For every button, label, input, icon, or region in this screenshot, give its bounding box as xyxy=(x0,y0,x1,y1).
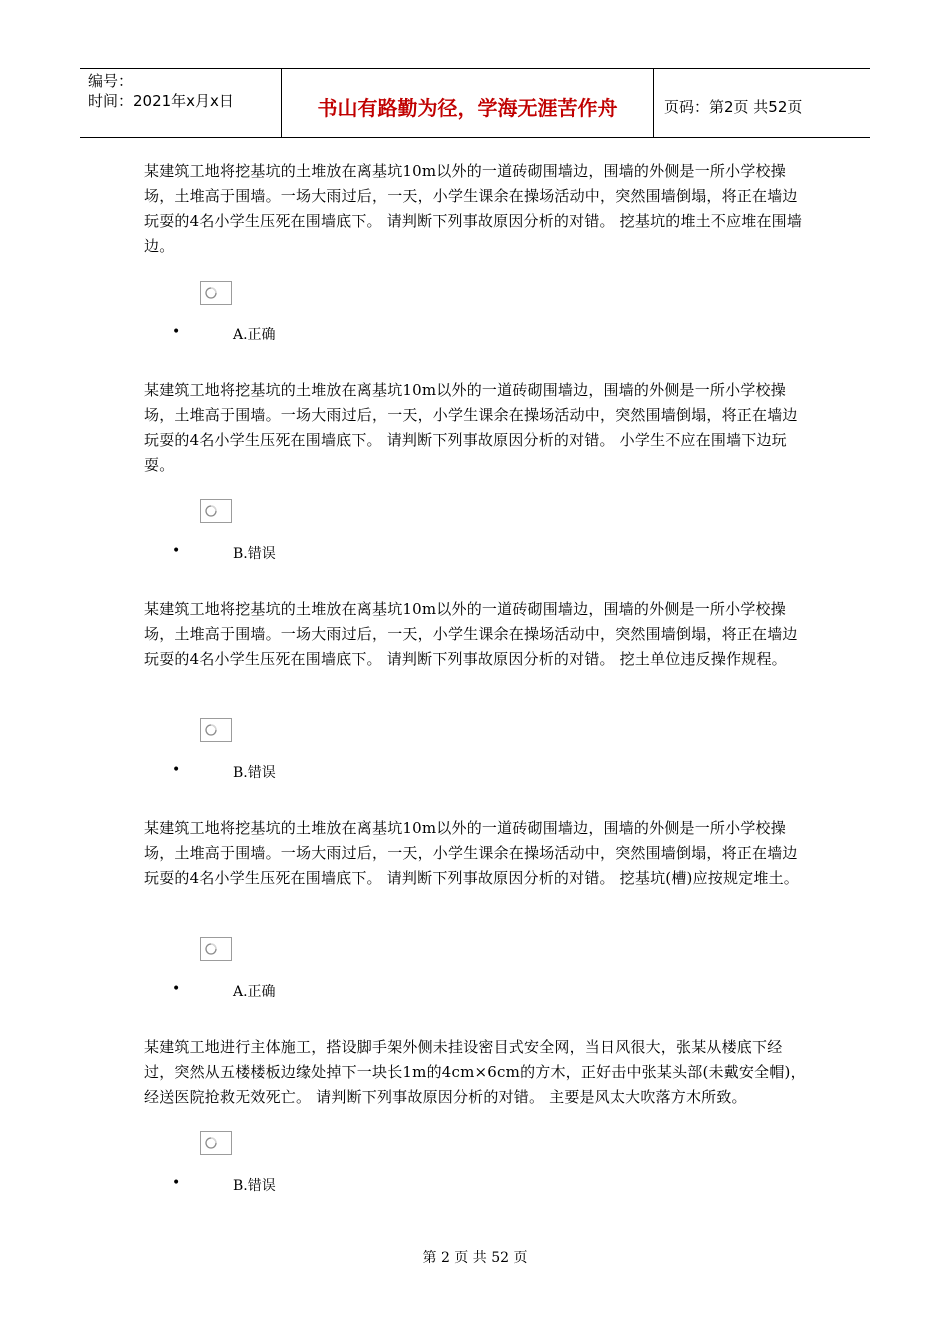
radio-circle-icon xyxy=(205,1137,217,1149)
bullet: • xyxy=(172,324,181,340)
radio-button[interactable] xyxy=(200,937,232,961)
answer-option: A.正确 xyxy=(233,984,276,1000)
question-text: 某建筑工地将挖基坑的土堆放在离基坑10m以外的一道砖砌围墙边，围墙的外侧是一所小学校操场，土堆高于围墙。一场大雨过后，一天，小学生课余在操场活动中，突然围墙倒塌，将正在墙边玩耍的4名小学生压死在围墙底下。 请判断下列事故原因分析的对错。 挖基坑的堆土不应堆在围墙边。 xyxy=(144,162,803,255)
header-meta xyxy=(80,69,282,137)
answer-option: B.错误 xyxy=(233,765,276,781)
question-text: 某建筑工地进行主体施工，搭设脚手架外侧未挂设密目式安全网，当日风很大，张某从楼底下经过，突然从五楼楼板边缘处掉下一块长1m的4cm×6cm的方木，正好击中张某头部(未戴安全帽)，经送医院抢救无效死亡。 请判断下列事故原因分析的对错。 主要是风太大吹落方木所致。 xyxy=(144,1038,806,1106)
page-header xyxy=(80,68,870,138)
answer-option: B.错误 xyxy=(233,546,276,562)
bullet: • xyxy=(172,981,181,997)
header-page-info: 页码：第2页 共52页 xyxy=(664,97,803,116)
bullet: • xyxy=(172,762,181,778)
radio-button[interactable] xyxy=(200,499,232,523)
page-footer: 第 2 页 共 52 页 xyxy=(422,1250,528,1266)
bullet: • xyxy=(172,1175,181,1191)
answer-option: A.正确 xyxy=(233,327,276,343)
header-motto: 书山有路勤为径，学海无涯苦作舟 xyxy=(282,69,654,137)
radio-button[interactable] xyxy=(200,718,232,742)
answer-option: B.错误 xyxy=(233,1178,276,1194)
question-text: 某建筑工地将挖基坑的土堆放在离基坑10m以外的一道砖砌围墙边，围墙的外侧是一所小学校操场，土堆高于围墙。一场大雨过后，一天，小学生课余在操场活动中，突然围墙倒塌，将正在墙边玩耍的4名小学生压死在围墙底下。 请判断下列事故原因分析的对错。 小学生不应在围墙下边玩耍。 xyxy=(144,381,798,474)
time-label: 时间：2021年x月x日 xyxy=(88,92,234,110)
bullet: • xyxy=(172,543,181,559)
radio-circle-icon xyxy=(205,943,217,955)
radio-button[interactable] xyxy=(200,281,232,305)
number-label: 编号： xyxy=(88,72,134,90)
question-text: 某建筑工地将挖基坑的土堆放在离基坑10m以外的一道砖砌围墙边，围墙的外侧是一所小学校操场，土堆高于围墙。一场大雨过后，一天，小学生课余在操场活动中，突然围墙倒塌，将正在墙边玩耍的4名小学生压死在围墙底下。 请判断下列事故原因分析的对错。 挖土单位违反操作规程。 xyxy=(144,600,798,668)
radio-circle-icon xyxy=(205,287,217,299)
radio-button[interactable] xyxy=(200,1131,232,1155)
question-text: 某建筑工地将挖基坑的土堆放在离基坑10m以外的一道砖砌围墙边，围墙的外侧是一所小学校操场，土堆高于围墙。一场大雨过后，一天，小学生课余在操场活动中，突然围墙倒塌，将正在墙边玩耍的4名小学生压死在围墙底下。 请判断下列事故原因分析的对错。 挖基坑(槽)应按规定堆土。 xyxy=(144,819,799,887)
radio-circle-icon xyxy=(205,724,217,736)
radio-circle-icon xyxy=(205,505,217,517)
